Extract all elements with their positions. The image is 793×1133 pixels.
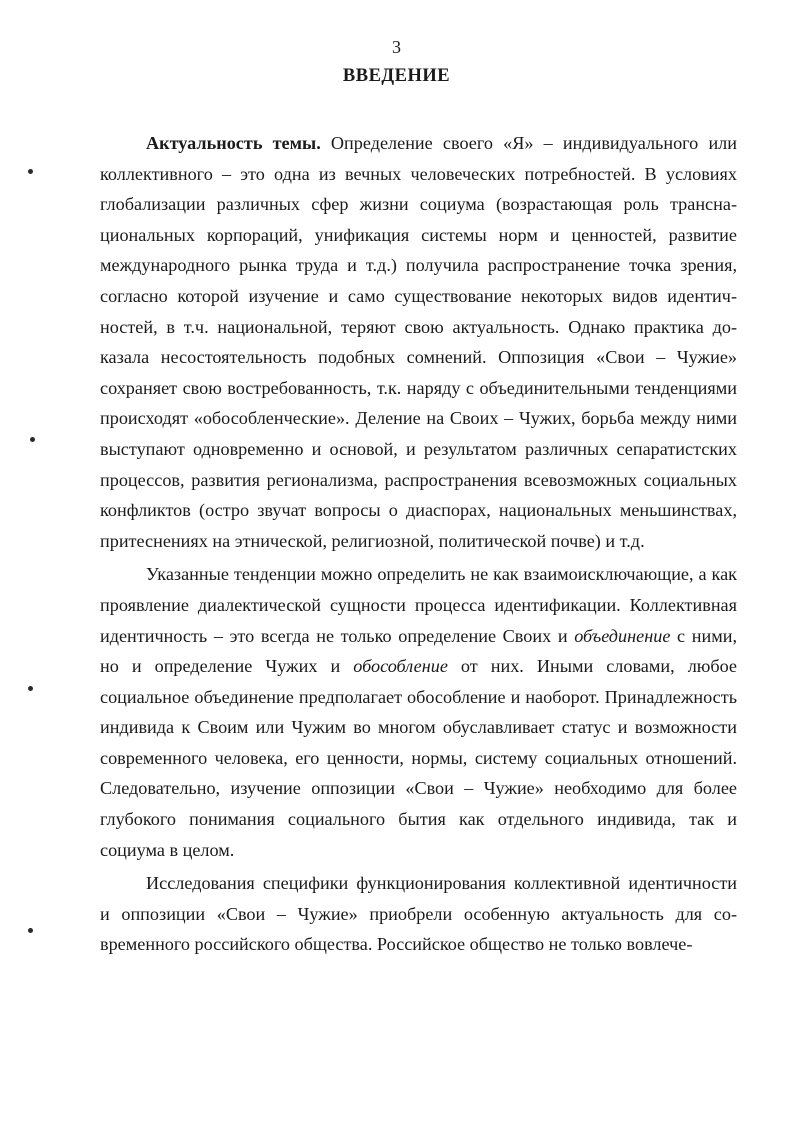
paragraph-2-part-1: Указанные тенденции можно определить не как взаимоисключающие, а как проявление диалектической сущности процесса идентификации. Коллективная идентичность – это всегда не только определение Своих и (100, 564, 737, 646)
body-text (100, 128, 737, 960)
lead-phrase: Актуальность темы. (146, 133, 321, 153)
scan-mark (28, 686, 33, 691)
paragraph-1-text: Определение своего «Я» – индивидуального или коллективного – это одна из вечных человеческих потребностей. В условиях глобализации различных сфер жизни социума (возрастающая роль транснациональных корпораций, унификация системы норм и ценностей, развитие международного рынка труда и т.д.) получила распространение точка зрения, согласно которой изучение и само существование некоторых видов идентичностей, в т.ч. национальной, теряют свою актуальность. Однако практика доказала несостоятельность подобных сомнений. Оппозиция «Свои – Чужие» сохраняет свою востребованность, т.к. наряду с объединительными тенденциями происходят «обособленческие». Деление на Своих – Чужих, борьба между ними выступают одновременно и основой, и результатом различных сепаратистских процессов, развития регионализма, распространения всевозможных социальных конфликтов (остро звучат вопросы о диаспорах, национальных меньшинствах, притеснениях на этнической, религиозной, политической почве) и т.д. (100, 133, 737, 551)
paragraph-2-part-2: с ними, но и определение Чужих и (100, 625, 738, 677)
paragraph-3: Исследования специфики функционирования коллективной идентичности и оппозиции «Свои – Чужие» приобрели особенную актуальность для современного российского общества. Российское общество не только вовлече- (100, 873, 737, 955)
paragraph-2 (100, 559, 737, 865)
scan-mark (28, 928, 33, 933)
scan-mark (28, 169, 33, 174)
paragraph-1 (100, 128, 737, 556)
page-number: 3 (392, 37, 401, 57)
italic-term-separation: обособление (353, 656, 448, 677)
page-title: ВВЕДЕНИЕ (342, 66, 451, 86)
italic-term-unification: объединение (574, 625, 671, 646)
scan-mark (30, 437, 35, 442)
paragraph-2-part-3: от них. Иными словами, любое социальное объединение предполагает обособление и наоборот. Принадлежность индивида к Своим или Чужим во многом обуславливает статус и возможности современного человека, его ценности, нормы, систему социальных отношений. Следовательно, изучение оппозиции «Свои – Чужие» необходимо для более глубокого понимания социального бытия как отдельного индивида, так и социума в целом. (100, 656, 737, 860)
